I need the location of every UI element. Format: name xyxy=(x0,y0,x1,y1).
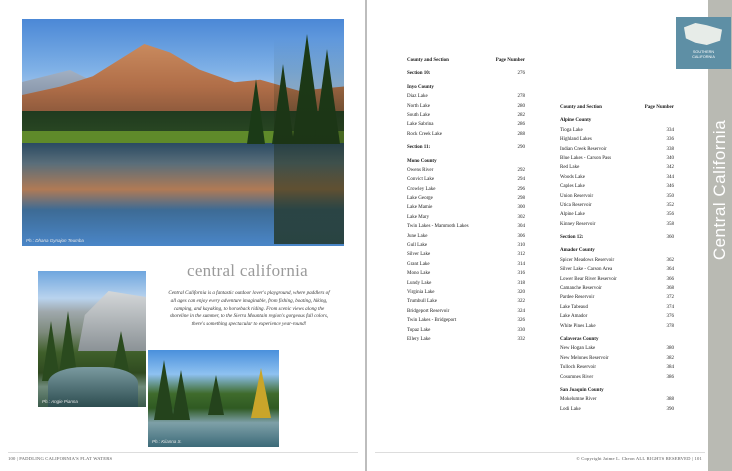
index-entry-name: New Hogan Lake xyxy=(560,346,596,352)
index-entry-page: 338 xyxy=(666,146,674,152)
index-entry xyxy=(560,126,674,135)
index-entry-name: Mokelumne River xyxy=(560,397,597,403)
footer-rule xyxy=(375,452,705,453)
index-entry xyxy=(560,275,674,284)
index-entry-page: 380 xyxy=(666,346,674,352)
index-entry xyxy=(407,102,525,111)
index-entry-name: County and Section xyxy=(560,105,602,110)
index-entry xyxy=(407,166,525,175)
index-column-left xyxy=(407,56,525,344)
index-entry xyxy=(407,203,525,212)
index-entry-page: 334 xyxy=(666,127,674,133)
index-entry-page: 346 xyxy=(666,184,674,190)
index-entry-page: 372 xyxy=(666,295,674,301)
index-entry-page: 362 xyxy=(666,257,674,263)
index-entry xyxy=(560,182,674,191)
map-label-line1: SOUTHERN xyxy=(692,50,715,54)
index-entry-name: Utica Reservoir xyxy=(560,202,592,208)
index-entry-name: Lake George xyxy=(407,196,433,202)
photo-tree xyxy=(154,360,174,420)
index-heading xyxy=(560,335,674,344)
index-entry xyxy=(407,250,525,259)
index-entry-name: June Lake xyxy=(407,233,428,239)
index-entry-page: 336 xyxy=(666,137,674,143)
index-entry-name: Red Lake xyxy=(560,165,580,171)
index-heading xyxy=(560,386,674,395)
index-entry-page: 330 xyxy=(517,327,525,333)
index-entry-page: 386 xyxy=(666,374,674,380)
index-entry-page: 280 xyxy=(517,103,525,109)
index-entry-name: Topaz Lake xyxy=(407,327,431,333)
index-entry xyxy=(560,312,674,321)
index-entry-name: Pardee Reservoir xyxy=(560,295,595,301)
chapter-side-label xyxy=(707,100,732,280)
index-entry xyxy=(560,192,674,201)
index-entry xyxy=(407,120,525,129)
index-entry-page: 326 xyxy=(517,318,525,324)
index-entry-name: North Lake xyxy=(407,103,430,109)
index-entry xyxy=(560,293,674,302)
index-entry xyxy=(407,185,525,194)
index-entry-page: 364 xyxy=(666,267,674,273)
index-entry-page: 288 xyxy=(517,131,525,137)
index-entry-page: 374 xyxy=(666,304,674,310)
index-entry-name: Lake Sabrina xyxy=(407,122,434,128)
index-entry-page: 286 xyxy=(517,122,525,128)
index-entry-page: Page Number xyxy=(644,105,674,110)
section-title: central california xyxy=(186,261,309,280)
index-entry-name: Section 12: xyxy=(560,235,584,241)
index-heading xyxy=(560,233,674,242)
index-entry xyxy=(560,256,674,265)
index-entry xyxy=(407,288,525,297)
index-entry xyxy=(407,175,525,184)
index-entry-name: Silver Lake xyxy=(407,252,431,258)
index-entry xyxy=(407,279,525,288)
index-entry xyxy=(407,335,525,344)
photo-credit: Ph.: Angie Pianna xyxy=(42,399,78,404)
index-entry-page: 300 xyxy=(517,205,525,211)
index-entry-page: 352 xyxy=(666,202,674,208)
index-entry xyxy=(560,322,674,331)
region-map-thumbnail xyxy=(676,17,731,69)
index-entry xyxy=(560,210,674,219)
index-entry-page: 358 xyxy=(666,221,674,227)
index-column-right xyxy=(560,103,674,414)
index-entry-name: Blue Lakes - Carson Pass xyxy=(560,155,612,161)
index-entry-name: Convict Lake xyxy=(407,177,435,183)
index-entry-page: 322 xyxy=(517,299,525,305)
index-entry-page: 350 xyxy=(666,193,674,199)
index-entry xyxy=(407,260,525,269)
index-entry xyxy=(407,111,525,120)
index-entry-page: 340 xyxy=(666,155,674,161)
index-entry-page: 388 xyxy=(666,397,674,403)
index-entry-page: 312 xyxy=(517,252,525,258)
photo-tree xyxy=(172,370,190,420)
index-entry-name: Diaz Lake xyxy=(407,94,428,100)
index-entry-page: 376 xyxy=(666,314,674,320)
index-entry-name: Tioga Lake xyxy=(560,127,583,133)
index-entry-page: 294 xyxy=(517,177,525,183)
forest-lake-photo xyxy=(148,350,279,447)
map-label-line2: CALIFORNIA xyxy=(692,55,715,59)
index-entry-name: Ellery Lake xyxy=(407,336,431,342)
index-entry-name: Alpine County xyxy=(560,118,592,124)
photo-shadow xyxy=(274,39,344,244)
index-entry-name: Lodi Lake xyxy=(560,406,581,412)
footer-rule xyxy=(8,452,358,453)
photo-credit: Ph.: Dhana Gynajon Teumba xyxy=(26,238,84,243)
index-entry-name: Twin Lakes - Mammoth Lakes xyxy=(407,224,469,230)
index-entry xyxy=(407,194,525,203)
index-entry-name: White Pines Lake xyxy=(560,323,596,329)
index-entry-name: Mono Lake xyxy=(407,271,431,277)
index-entry-name: Silver Lake - Carson Area xyxy=(560,267,613,273)
index-entry xyxy=(560,354,674,363)
index-entry-page: 366 xyxy=(666,276,674,282)
index-entry-name: County and Section xyxy=(407,58,449,63)
map-shape-icon xyxy=(684,23,722,45)
index-entry-page: 318 xyxy=(517,280,525,286)
index-entry-page: 310 xyxy=(517,243,525,249)
index-entry-page: 332 xyxy=(517,336,525,342)
index-entry xyxy=(407,222,525,231)
index-entry-page: Page Number xyxy=(495,58,525,63)
index-entry-name: Inyo County xyxy=(407,84,434,90)
index-entry xyxy=(560,265,674,274)
index-entry-name: New Melones Reservoir xyxy=(560,355,609,361)
right-page xyxy=(367,0,732,471)
index-entry-page: 290 xyxy=(517,145,525,151)
index-entry xyxy=(407,92,525,101)
index-entry xyxy=(560,135,674,144)
index-entry-page: 342 xyxy=(666,165,674,171)
index-entry-name: Union Reservoir xyxy=(560,193,594,199)
index-entry xyxy=(407,241,525,250)
index-entry-name: Calaveras County xyxy=(560,336,599,342)
index-entry xyxy=(560,173,674,182)
index-entry-page: 306 xyxy=(517,233,525,239)
index-entry xyxy=(407,316,525,325)
index-entry-name: Rock Creek Lake xyxy=(407,131,442,137)
left-page xyxy=(0,0,365,471)
index-header xyxy=(560,103,674,112)
index-entry xyxy=(407,130,525,139)
chapter-side-label-text: Central California xyxy=(710,119,729,261)
map-label xyxy=(676,50,731,60)
index-entry xyxy=(560,201,674,210)
index-entry xyxy=(407,213,525,222)
index-entry-page: 382 xyxy=(666,355,674,361)
index-entry-name: Mono County xyxy=(407,158,437,164)
index-entry-page: 292 xyxy=(517,167,525,173)
index-entry-name: Section 11: xyxy=(407,145,431,151)
index-header xyxy=(407,56,525,65)
index-entry-page: 278 xyxy=(517,94,525,100)
index-entry-page: 304 xyxy=(517,224,525,230)
index-entry-name: Crowley Lake xyxy=(407,186,436,192)
index-entry xyxy=(560,303,674,312)
index-entry-name: Section 10: xyxy=(407,71,431,77)
index-entry xyxy=(560,145,674,154)
photo-tree xyxy=(208,375,224,415)
index-entry-page: 320 xyxy=(517,289,525,295)
index-heading xyxy=(407,83,525,92)
index-entry xyxy=(407,307,525,316)
index-entry-name: Highland Lakes xyxy=(560,137,592,143)
index-entry xyxy=(560,363,674,372)
index-entry-name: Lundy Lake xyxy=(407,280,432,286)
index-entry-name: San Joaquin County xyxy=(560,387,604,393)
index-entry-name: Spicer Meadows Reservoir xyxy=(560,257,615,263)
index-entry-name: Cosumnes River xyxy=(560,374,594,380)
mountain-lake-photo xyxy=(22,19,344,246)
index-entry-page: 324 xyxy=(517,308,525,314)
index-entry-name: Lake Mary xyxy=(407,214,430,220)
index-entry-page: 276 xyxy=(517,71,525,77)
index-entry-page: 302 xyxy=(517,214,525,220)
index-heading xyxy=(407,69,525,78)
index-entry-page: 384 xyxy=(666,365,674,371)
index-entry-page: 390 xyxy=(666,406,674,412)
index-entry-name: Lake Mamie xyxy=(407,205,433,211)
index-entry-name: Twin Lakes - Bridgeport xyxy=(407,318,457,324)
photo-credit: Ph.: Kiianna S. xyxy=(152,439,182,444)
index-entry xyxy=(407,297,525,306)
page-footer: 100 | PADDLING CALIFORNIA'S FLAT WATERS xyxy=(8,456,113,461)
index-entry-name: Trumbull Lake xyxy=(407,299,437,305)
index-entry xyxy=(560,405,674,414)
index-entry-name: Grant Lake xyxy=(407,261,430,267)
index-entry-page: 314 xyxy=(517,261,525,267)
photo-autumn-tree xyxy=(251,368,271,418)
index-entry-page: 298 xyxy=(517,196,525,202)
index-entry-name: Woods Lake xyxy=(560,174,586,180)
photo-cliff xyxy=(78,291,146,351)
index-entry-name: Lake Amador xyxy=(560,314,588,320)
index-entry-name: Lake Tabeaud xyxy=(560,304,589,310)
index-entry xyxy=(560,284,674,293)
index-entry xyxy=(560,154,674,163)
index-entry xyxy=(560,163,674,172)
index-heading xyxy=(560,246,674,255)
index-entry-name: Virginia Lake xyxy=(407,289,435,295)
index-entry-name: Tulloch Reservoir xyxy=(560,365,597,371)
page-footer: © Copyright Jaime L. Cheon ALL RIGHTS RESERVED | 101 xyxy=(576,456,702,461)
index-entry-page: 356 xyxy=(666,212,674,218)
index-entry-page: 368 xyxy=(666,286,674,292)
index-entry-page: 282 xyxy=(517,112,525,118)
index-entry xyxy=(560,220,674,229)
index-entry-page: 344 xyxy=(666,174,674,180)
index-entry-name: Amador County xyxy=(560,248,595,254)
index-entry-name: South Lake xyxy=(407,112,430,118)
index-entry-page: 296 xyxy=(517,186,525,192)
index-entry xyxy=(560,373,674,382)
index-entry xyxy=(560,344,674,353)
index-entry-name: Bridgeport Reservoir xyxy=(407,308,450,314)
index-heading xyxy=(407,157,525,166)
index-entry-name: Kinney Reservoir xyxy=(560,221,596,227)
index-entry xyxy=(407,232,525,241)
index-entry-name: Lower Bear River Reservoir xyxy=(560,276,617,282)
index-entry-name: Alpine Lake xyxy=(560,212,585,218)
index-entry-name: Indian Creek Reservoir xyxy=(560,146,607,152)
index-entry xyxy=(407,326,525,335)
index-entry-name: Owens River xyxy=(407,167,434,173)
index-entry-page: 316 xyxy=(517,271,525,277)
intro-paragraph: Central California is a fantastic outdoor lover's playground, where paddlers of all ages can enjoy every adventure imaginable, from fishing, boating, hiking, camping, and kayaking, to horseback riding. From scenic views along the shoreline in the summer, to the Sierra Mountain region's gorgeous fall colors, there's something spectacular to experience year-round! xyxy=(168,290,330,328)
index-entry-name: Gull Lake xyxy=(407,243,428,249)
index-heading xyxy=(560,116,674,125)
index-entry-page: 378 xyxy=(666,323,674,329)
valley-river-photo xyxy=(38,271,146,407)
index-entry-name: Camanche Reservoir xyxy=(560,286,602,292)
index-heading xyxy=(407,143,525,152)
index-entry xyxy=(560,395,674,404)
index-entry-name: Caples Lake xyxy=(560,184,585,190)
index-entry xyxy=(407,269,525,278)
index-entry-page: 360 xyxy=(666,235,674,241)
